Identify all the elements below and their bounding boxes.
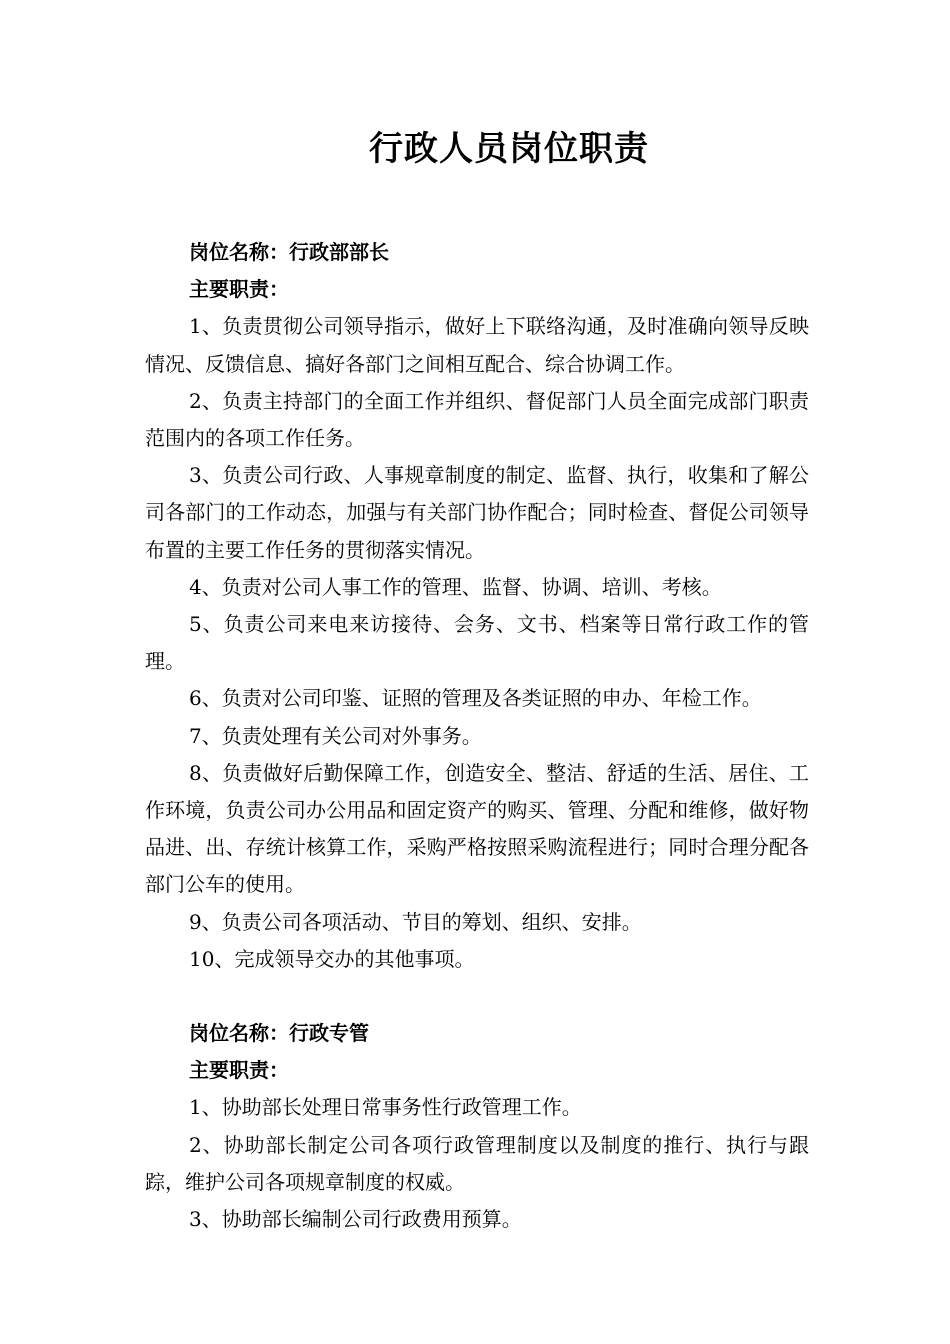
- duty-item: 4、负责对公司人事工作的管理、监督、协调、培训、考核。: [189, 574, 722, 599]
- duty-item: 5、负责公司来电来访接待、会务、文书、档案等日常行政工作的管理。: [145, 612, 809, 674]
- position-name-heading: 岗位名称：行政部部长: [189, 240, 389, 264]
- duty-item: 1、协助部长处理日常事务性行政管理工作。: [189, 1095, 582, 1120]
- duty-item: 8、负责做好后勤保障工作，创造安全、整洁、舒适的生活、居住、工作环境，负责公司办公用品和固定资产的购买、管理、分配和维修，做好物品进、出、存统计核算工作，采购严格按照采购流程进行；同时合理分配各部门公车的使用。: [145, 760, 809, 897]
- duty-item: 2、负责主持部门的全面工作并组织、督促部门人员全面完成部门职责范围内的各项工作任务。: [145, 388, 809, 451]
- duty-item: 1、负责贯彻公司领导指示，做好上下联络沟通，及时准确向领导反映情况、反馈信息、搞好各部门之间相互配合、综合协调工作。: [145, 314, 809, 376]
- duty-item: 3、协助部长编制公司行政费用预算。: [189, 1207, 522, 1232]
- duty-item: 9、负责公司各项活动、节目的筹划、组织、安排。: [189, 909, 642, 934]
- section-admin-specialist: [145, 1015, 809, 1238]
- document-title: 行政人员岗位职责: [369, 129, 649, 169]
- position-name-heading: 岗位名称：行政专管: [189, 1021, 369, 1046]
- duty-item: 3、负责公司行政、人事规章制度的制定、监督、执行，收集和了解公司各部门的工作动态，加强与有关部门协作配合；同时检查、督促公司领导布置的主要工作任务的贯彻落实情况。: [145, 463, 809, 562]
- duty-item: 10、完成领导交办的其他事项。: [189, 946, 475, 971]
- document-body: [145, 234, 809, 1238]
- duties-list: [145, 1089, 809, 1238]
- section-department-head: [145, 234, 809, 978]
- duty-item: 7、负责处理有关公司对外事务。: [189, 723, 482, 748]
- duties-list: [145, 308, 809, 978]
- duty-item: 6、负责对公司印鉴、证照的管理及各类证照的申办、年检工作。: [189, 686, 762, 711]
- duties-label: 主要职责：: [189, 277, 289, 302]
- duty-item: 2、协助部长制定公司各项行政管理制度以及制度的推行、执行与跟踪，维护公司各项规章制度的权威。: [145, 1132, 809, 1194]
- duties-label: 主要职责：: [189, 1058, 289, 1083]
